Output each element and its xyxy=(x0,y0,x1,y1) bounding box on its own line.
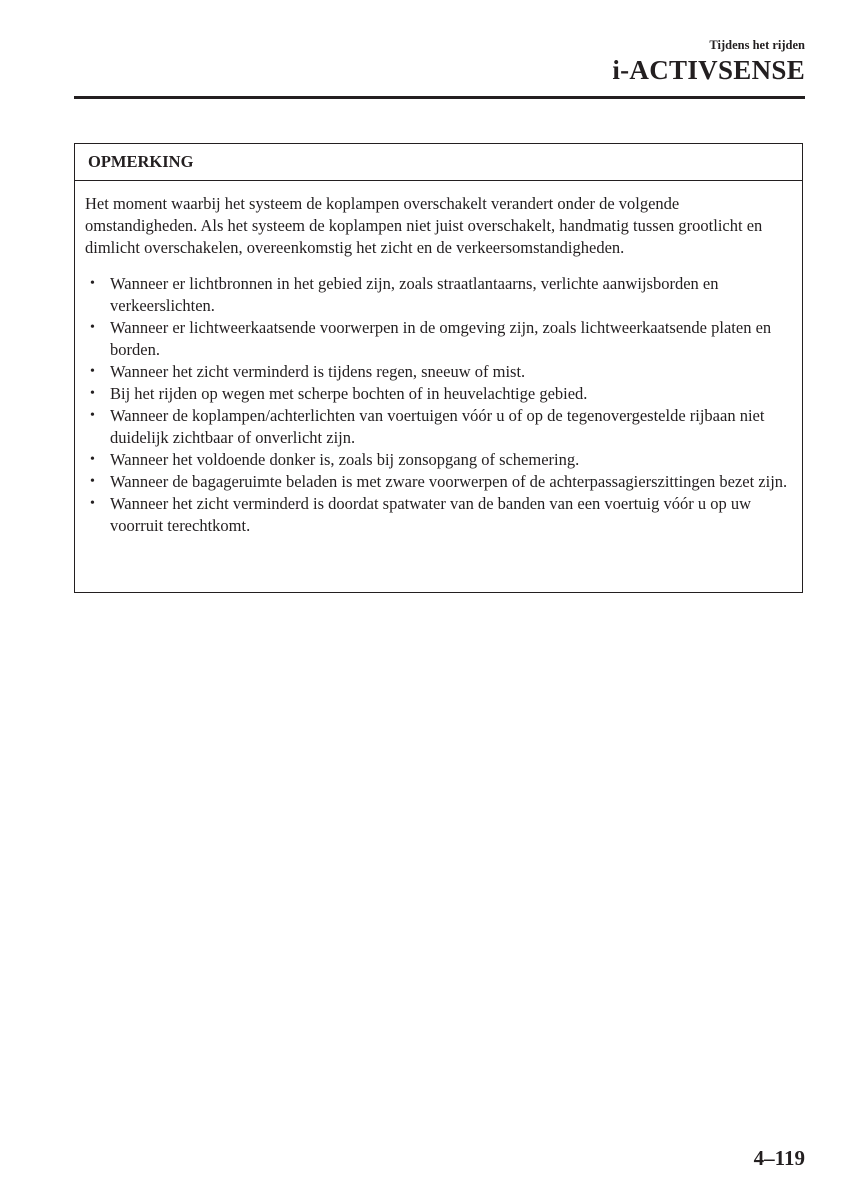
list-item xyxy=(85,317,788,361)
bullet-icon: • xyxy=(90,364,95,379)
list-item-text: Wanneer het zicht verminderd is tijdens regen, sneeuw of mist. xyxy=(110,362,526,381)
list-item xyxy=(85,449,788,471)
list-item xyxy=(85,493,788,537)
note-body xyxy=(75,181,802,537)
list-item xyxy=(85,383,788,405)
note-box xyxy=(74,143,803,593)
bullet-icon: • xyxy=(90,452,95,467)
list-item xyxy=(85,405,788,449)
list-item xyxy=(85,471,788,493)
note-intro: Het moment waarbij het systeem de koplampen overschakelt verandert onder de volgende omstandigheden. Als het systeem de koplampen niet juist overschakelt, handmatig tussen grootlicht en dimlicht overschakelen, overeenkomstig het zicht en de verkeersomstandigheden. xyxy=(85,194,763,257)
bullet-icon: • xyxy=(90,320,95,335)
list-item-text: Wanneer het voldoende donker is, zoals bij zonsopgang of schemering. xyxy=(110,450,580,469)
bullet-icon: • xyxy=(90,386,95,401)
list-item xyxy=(85,273,788,317)
list-item-text: Wanneer er lichtweerkaatsende voorwerpen in de omgeving zijn, zoals lichtweerkaatsende platen en borden. xyxy=(110,318,772,359)
list-item xyxy=(85,361,788,383)
page-header xyxy=(612,38,805,85)
list-item-text: Wanneer de koplampen/achterlichten van voertuigen vóór u of op de tegenovergestelde rijbaan niet duidelijk zichtbaar of onverlicht zijn. xyxy=(110,406,765,447)
chapter-title: i-ACTIVSENSE xyxy=(612,55,805,85)
bullet-icon: • xyxy=(90,408,95,423)
note-bullet-list xyxy=(85,273,788,537)
note-heading: OPMERKING xyxy=(75,144,802,181)
header-rule xyxy=(74,96,805,99)
section-label: Tijdens het rijden xyxy=(709,38,805,52)
list-item-text: Bij het rijden op wegen met scherpe bochten of in heuvelachtige gebied. xyxy=(110,384,588,403)
list-item-text: Wanneer de bagageruimte beladen is met zware voorwerpen of de achterpassagierszittingen bezet zijn. xyxy=(110,472,788,491)
list-item-text: Wanneer het zicht verminderd is doordat spatwater van de banden van een voertuig vóór u op uw voorruit terechtkomt. xyxy=(110,494,752,535)
page-number: 4–119 xyxy=(753,1146,805,1170)
bullet-icon: • xyxy=(90,474,95,489)
list-item-text: Wanneer er lichtbronnen in het gebied zijn, zoals straatlantaarns, verlichte aanwijsborden en verkeerslichten. xyxy=(110,274,719,315)
bullet-icon: • xyxy=(90,496,95,511)
bullet-icon: • xyxy=(90,276,95,291)
